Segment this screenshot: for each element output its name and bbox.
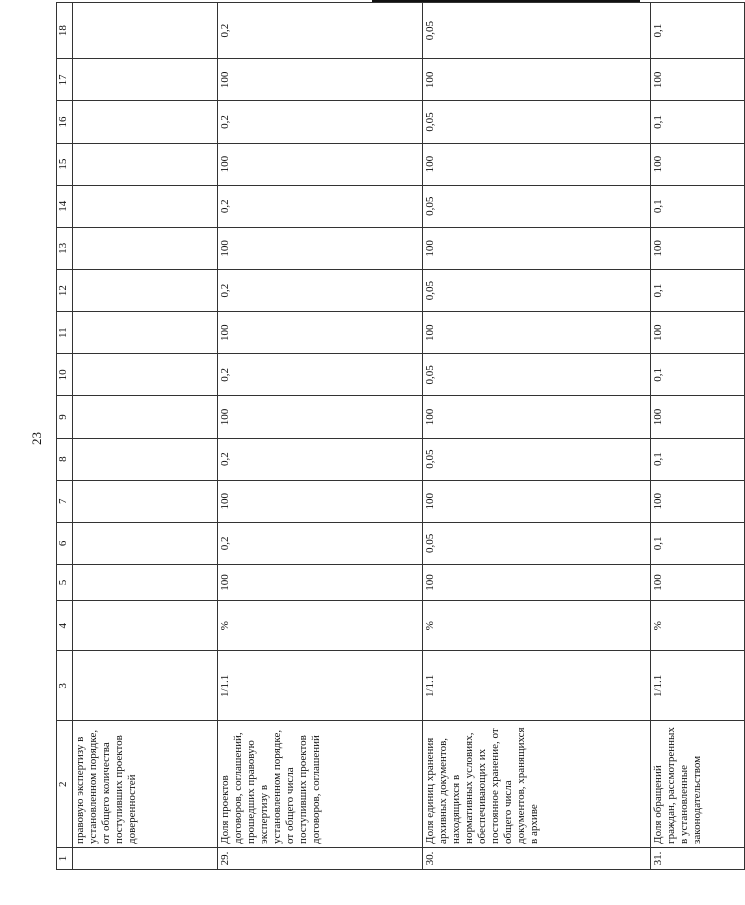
row-number-cell: 31. [651, 847, 745, 869]
indicator-name-cell: Доля единиц хранения архивных документов, находящихся в нормативных условиях, обеспечивающих их постоянное хранение, от общего числа документов, хранящихся в архиве [423, 721, 651, 847]
value-cell: 0,05 [423, 3, 651, 59]
column-number: 15 [57, 143, 73, 185]
value-cell: 0,1 [651, 438, 745, 480]
value-cell: 100 [218, 564, 423, 600]
column-number: 11 [57, 312, 73, 354]
value-cell [73, 185, 218, 227]
column-number: 2 [57, 721, 73, 847]
value-cell [73, 227, 218, 269]
value-cell: 0,1 [651, 3, 745, 59]
column-number: 3 [57, 651, 73, 721]
value-cell: % [651, 601, 745, 651]
row-number-cell [73, 847, 218, 869]
value-cell: 0,05 [423, 185, 651, 227]
value-cell: 0,2 [218, 101, 423, 143]
column-number: 9 [57, 396, 73, 438]
value-cell: 100 [423, 143, 651, 185]
value-cell [73, 354, 218, 396]
value-cell: 0,2 [218, 185, 423, 227]
table-row [73, 3, 218, 870]
value-cell: 0,05 [423, 269, 651, 311]
value-cell: 100 [423, 396, 651, 438]
value-cell [73, 564, 218, 600]
value-cell: 0,1 [651, 269, 745, 311]
value-cell: 0,05 [423, 354, 651, 396]
column-number: 1 [57, 847, 73, 869]
column-number: 8 [57, 438, 73, 480]
value-cell: 0,2 [218, 438, 423, 480]
page-number: 23 [29, 432, 44, 445]
value-cell: 100 [423, 312, 651, 354]
value-cell [73, 480, 218, 522]
column-number: 16 [57, 101, 73, 143]
column-number: 12 [57, 269, 73, 311]
value-cell [73, 59, 218, 101]
table-body [57, 3, 745, 870]
row-number-cell: 29. [218, 847, 423, 869]
value-cell: 100 [423, 227, 651, 269]
value-cell: 0,1 [651, 354, 745, 396]
value-cell: 100 [218, 480, 423, 522]
column-number: 6 [57, 522, 73, 564]
value-cell: 0,2 [218, 3, 423, 59]
table-row [651, 3, 745, 870]
value-cell [73, 438, 218, 480]
table-row [218, 3, 423, 870]
value-cell: 100 [651, 312, 745, 354]
value-cell [73, 269, 218, 311]
value-cell: 100 [651, 564, 745, 600]
value-cell: 100 [651, 143, 745, 185]
value-cell: 100 [651, 480, 745, 522]
value-cell [73, 601, 218, 651]
row-number-cell: 30. [423, 847, 651, 869]
value-cell: 1/1.1 [423, 651, 651, 721]
value-cell: 0,2 [218, 522, 423, 564]
value-cell [73, 101, 218, 143]
value-cell: 100 [218, 396, 423, 438]
value-cell: 100 [423, 59, 651, 101]
value-cell: 100 [423, 480, 651, 522]
table-row [423, 3, 651, 870]
value-cell: 100 [218, 59, 423, 101]
column-number-row [57, 3, 73, 870]
value-cell [73, 651, 218, 721]
value-cell [73, 143, 218, 185]
value-cell: % [423, 601, 651, 651]
value-cell: 0,1 [651, 522, 745, 564]
value-cell: 0,1 [651, 185, 745, 227]
column-number: 10 [57, 354, 73, 396]
column-number: 4 [57, 601, 73, 651]
column-number: 18 [57, 3, 73, 59]
indicator-name-cell: Доля обращений граждан, рассмотренных в установленные законодательством [651, 721, 745, 847]
value-cell: 0,05 [423, 522, 651, 564]
value-cell: 100 [218, 312, 423, 354]
column-number: 13 [57, 227, 73, 269]
value-cell: 100 [651, 396, 745, 438]
value-cell: 0,05 [423, 438, 651, 480]
column-number: 14 [57, 185, 73, 227]
indicators-table [56, 2, 745, 870]
value-cell: 100 [651, 59, 745, 101]
column-number: 5 [57, 564, 73, 600]
value-cell: 1/1.1 [651, 651, 745, 721]
value-cell [73, 3, 218, 59]
column-number: 7 [57, 480, 73, 522]
rotated-page [56, 0, 703, 885]
value-cell: 100 [218, 143, 423, 185]
indicator-name-cell: правовую экспертизу в установленном порядке, от общего количества поступивших проектов доверенностей [73, 721, 218, 847]
value-cell: 0,1 [651, 101, 745, 143]
value-cell [73, 312, 218, 354]
column-number: 17 [57, 59, 73, 101]
value-cell: 100 [651, 227, 745, 269]
value-cell: 0,05 [423, 101, 651, 143]
value-cell: 0,2 [218, 269, 423, 311]
indicator-name-cell: Доля проектов договоров, соглашений, прошедших правовую экспертизу в установленном порядке, от общего числа поступивших проектов договоров, соглашений [218, 721, 423, 847]
value-cell: 1/1.1 [218, 651, 423, 721]
value-cell: 100 [218, 227, 423, 269]
value-cell [73, 396, 218, 438]
value-cell: 100 [423, 564, 651, 600]
value-cell: 0,2 [218, 354, 423, 396]
value-cell: % [218, 601, 423, 651]
value-cell [73, 522, 218, 564]
